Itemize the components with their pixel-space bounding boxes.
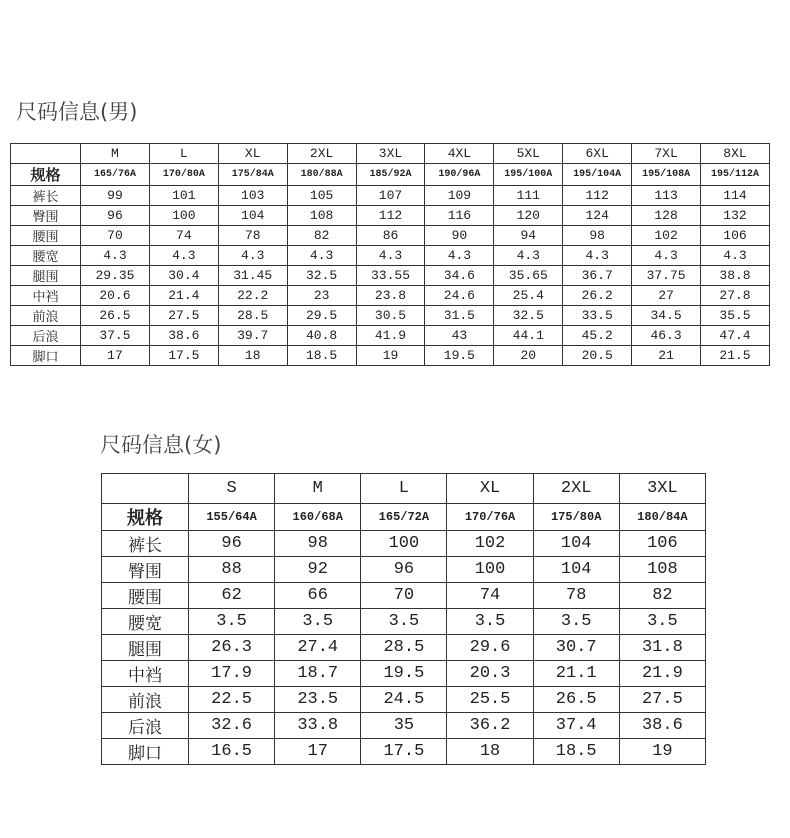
measurement-cell: 19.5 <box>361 661 447 687</box>
measurement-cell: 4.3 <box>494 246 563 266</box>
measurement-cell: 96 <box>189 531 275 557</box>
table-row <box>11 306 770 326</box>
size-header: 6XL <box>563 144 632 164</box>
table-row <box>102 687 706 713</box>
measurement-cell: 19.5 <box>425 346 494 366</box>
size-header: 2XL <box>533 474 619 504</box>
measurement-cell: 3.5 <box>275 609 361 635</box>
measurement-cell: 18.5 <box>533 739 619 765</box>
measurement-cell: 32.5 <box>287 266 356 286</box>
row-label: 前浪 <box>102 687 189 713</box>
measurement-cell: 20.6 <box>81 286 150 306</box>
size-header: 3XL <box>356 144 425 164</box>
measurement-cell: 17 <box>81 346 150 366</box>
measurement-cell: 96 <box>81 206 150 226</box>
measurement-cell: 39.7 <box>218 326 287 346</box>
measurement-cell: 35.5 <box>701 306 770 326</box>
size-header: XL <box>447 474 533 504</box>
size-header-row <box>11 144 770 164</box>
row-label: 中裆 <box>11 286 81 306</box>
measurement-cell: 82 <box>619 583 705 609</box>
measurement-cell: 23.8 <box>356 286 425 306</box>
measurement-cell: 92 <box>275 557 361 583</box>
measurement-cell: 37.4 <box>533 713 619 739</box>
measurement-cell: 18 <box>447 739 533 765</box>
size-header: 3XL <box>619 474 705 504</box>
measurement-cell: 4.3 <box>425 246 494 266</box>
measurement-cell: 37.75 <box>632 266 701 286</box>
men-size-title: 尺码信息(男) <box>16 100 138 124</box>
measurement-cell: 26.2 <box>563 286 632 306</box>
measurement-cell: 31.5 <box>425 306 494 326</box>
spec-value: 165/72A <box>361 504 447 531</box>
measurement-cell: 32.6 <box>189 713 275 739</box>
measurement-cell: 96 <box>361 557 447 583</box>
measurement-cell: 19 <box>619 739 705 765</box>
measurement-cell: 4.3 <box>563 246 632 266</box>
table-row <box>102 609 706 635</box>
table-row <box>11 286 770 306</box>
row-label: 臀围 <box>11 206 81 226</box>
table-row <box>102 583 706 609</box>
table-row <box>102 713 706 739</box>
spec-value: 170/80A <box>149 164 218 186</box>
table-row <box>11 206 770 226</box>
measurement-cell: 30.7 <box>533 635 619 661</box>
measurement-cell: 23 <box>287 286 356 306</box>
measurement-cell: 16.5 <box>189 739 275 765</box>
measurement-cell: 18 <box>218 346 287 366</box>
measurement-cell: 24.5 <box>361 687 447 713</box>
row-label: 脚口 <box>11 346 81 366</box>
measurement-cell: 36.2 <box>447 713 533 739</box>
row-label: 裤长 <box>102 531 189 557</box>
measurement-cell: 18.7 <box>275 661 361 687</box>
row-label: 腰围 <box>102 583 189 609</box>
table-row <box>102 557 706 583</box>
measurement-cell: 4.3 <box>149 246 218 266</box>
size-header: L <box>149 144 218 164</box>
measurement-cell: 22.2 <box>218 286 287 306</box>
measurement-cell: 99 <box>81 186 150 206</box>
measurement-cell: 27 <box>632 286 701 306</box>
spec-label: 规格 <box>11 164 81 186</box>
spec-value: 195/112A <box>701 164 770 186</box>
measurement-cell: 74 <box>447 583 533 609</box>
measurement-cell: 3.5 <box>619 609 705 635</box>
measurement-cell: 108 <box>619 557 705 583</box>
table-row <box>11 326 770 346</box>
measurement-cell: 104 <box>533 531 619 557</box>
measurement-cell: 102 <box>447 531 533 557</box>
measurement-cell: 17 <box>275 739 361 765</box>
measurement-cell: 101 <box>149 186 218 206</box>
measurement-cell: 35.65 <box>494 266 563 286</box>
measurement-cell: 30.5 <box>356 306 425 326</box>
size-header: 4XL <box>425 144 494 164</box>
measurement-cell: 4.3 <box>81 246 150 266</box>
size-header: 8XL <box>701 144 770 164</box>
measurement-cell: 20.3 <box>447 661 533 687</box>
measurement-cell: 104 <box>218 206 287 226</box>
measurement-cell: 112 <box>356 206 425 226</box>
measurement-cell: 26.5 <box>81 306 150 326</box>
measurement-cell: 29.6 <box>447 635 533 661</box>
table-row <box>11 246 770 266</box>
measurement-cell: 32.5 <box>494 306 563 326</box>
measurement-cell: 38.8 <box>701 266 770 286</box>
size-header: M <box>81 144 150 164</box>
measurement-cell: 98 <box>275 531 361 557</box>
measurement-cell: 70 <box>361 583 447 609</box>
measurement-cell: 21 <box>632 346 701 366</box>
measurement-cell: 19 <box>356 346 425 366</box>
spec-value: 175/84A <box>218 164 287 186</box>
measurement-cell: 27.4 <box>275 635 361 661</box>
measurement-cell: 102 <box>632 226 701 246</box>
measurement-cell: 3.5 <box>361 609 447 635</box>
measurement-cell: 108 <box>287 206 356 226</box>
size-header: M <box>275 474 361 504</box>
measurement-cell: 74 <box>149 226 218 246</box>
measurement-cell: 28.5 <box>218 306 287 326</box>
measurement-cell: 17.5 <box>149 346 218 366</box>
size-header: 5XL <box>494 144 563 164</box>
measurement-cell: 40.8 <box>287 326 356 346</box>
measurement-cell: 107 <box>356 186 425 206</box>
measurement-cell: 27.5 <box>619 687 705 713</box>
row-label: 中裆 <box>102 661 189 687</box>
measurement-cell: 62 <box>189 583 275 609</box>
row-label: 前浪 <box>11 306 81 326</box>
measurement-cell: 88 <box>189 557 275 583</box>
measurement-cell: 21.9 <box>619 661 705 687</box>
size-header: 2XL <box>287 144 356 164</box>
measurement-cell: 4.3 <box>218 246 287 266</box>
measurement-cell: 33.55 <box>356 266 425 286</box>
measurement-cell: 21.4 <box>149 286 218 306</box>
spec-value: 180/88A <box>287 164 356 186</box>
measurement-cell: 23.5 <box>275 687 361 713</box>
measurement-cell: 34.5 <box>632 306 701 326</box>
measurement-cell: 33.5 <box>563 306 632 326</box>
size-header: S <box>189 474 275 504</box>
row-label: 后浪 <box>11 326 81 346</box>
measurement-cell: 25.5 <box>447 687 533 713</box>
spec-value: 185/92A <box>356 164 425 186</box>
measurement-cell: 27.5 <box>149 306 218 326</box>
measurement-cell: 4.3 <box>701 246 770 266</box>
size-header-row <box>102 474 706 504</box>
measurement-cell: 106 <box>701 226 770 246</box>
men-size-table <box>10 143 770 366</box>
row-label: 脚口 <box>102 739 189 765</box>
measurement-cell: 120 <box>494 206 563 226</box>
measurement-cell: 109 <box>425 186 494 206</box>
measurement-cell: 66 <box>275 583 361 609</box>
women-size-title: 尺码信息(女) <box>100 433 222 457</box>
measurement-cell: 38.6 <box>149 326 218 346</box>
spec-row <box>102 504 706 531</box>
measurement-cell: 3.5 <box>447 609 533 635</box>
table-row <box>11 346 770 366</box>
measurement-cell: 105 <box>287 186 356 206</box>
measurement-cell: 35 <box>361 713 447 739</box>
measurement-cell: 20 <box>494 346 563 366</box>
measurement-cell: 70 <box>81 226 150 246</box>
size-header: XL <box>218 144 287 164</box>
measurement-cell: 112 <box>563 186 632 206</box>
measurement-cell: 33.8 <box>275 713 361 739</box>
measurement-cell: 132 <box>701 206 770 226</box>
spec-value: 165/76A <box>81 164 150 186</box>
spec-value: 170/76A <box>447 504 533 531</box>
row-label: 后浪 <box>102 713 189 739</box>
measurement-cell: 24.6 <box>425 286 494 306</box>
measurement-cell: 82 <box>287 226 356 246</box>
measurement-cell: 43 <box>425 326 494 346</box>
row-label: 裤长 <box>11 186 81 206</box>
measurement-cell: 4.3 <box>632 246 701 266</box>
empty-cell <box>102 474 189 504</box>
measurement-cell: 78 <box>218 226 287 246</box>
measurement-cell: 94 <box>494 226 563 246</box>
spec-value: 180/84A <box>619 504 705 531</box>
measurement-cell: 46.3 <box>632 326 701 346</box>
row-label: 腿围 <box>102 635 189 661</box>
measurement-cell: 3.5 <box>533 609 619 635</box>
row-label: 腰宽 <box>102 609 189 635</box>
measurement-cell: 4.3 <box>287 246 356 266</box>
measurement-cell: 113 <box>632 186 701 206</box>
row-label: 腿围 <box>11 266 81 286</box>
measurement-cell: 116 <box>425 206 494 226</box>
spec-label: 规格 <box>102 504 189 531</box>
measurement-cell: 4.3 <box>356 246 425 266</box>
spec-value: 195/108A <box>632 164 701 186</box>
measurement-cell: 128 <box>632 206 701 226</box>
table-row <box>11 226 770 246</box>
spec-row <box>11 164 770 186</box>
measurement-cell: 106 <box>619 531 705 557</box>
measurement-cell: 38.6 <box>619 713 705 739</box>
spec-value: 160/68A <box>275 504 361 531</box>
measurement-cell: 30.4 <box>149 266 218 286</box>
measurement-cell: 45.2 <box>563 326 632 346</box>
table-row <box>102 661 706 687</box>
measurement-cell: 37.5 <box>81 326 150 346</box>
measurement-cell: 114 <box>701 186 770 206</box>
measurement-cell: 20.5 <box>563 346 632 366</box>
measurement-cell: 78 <box>533 583 619 609</box>
measurement-cell: 21.5 <box>701 346 770 366</box>
measurement-cell: 31.45 <box>218 266 287 286</box>
table-row <box>102 531 706 557</box>
measurement-cell: 90 <box>425 226 494 246</box>
row-label: 臀围 <box>102 557 189 583</box>
measurement-cell: 100 <box>149 206 218 226</box>
measurement-cell: 29.35 <box>81 266 150 286</box>
measurement-cell: 100 <box>361 531 447 557</box>
measurement-cell: 31.8 <box>619 635 705 661</box>
measurement-cell: 21.1 <box>533 661 619 687</box>
row-label: 腰宽 <box>11 246 81 266</box>
row-label: 腰围 <box>11 226 81 246</box>
empty-cell <box>11 144 81 164</box>
spec-value: 195/104A <box>563 164 632 186</box>
measurement-cell: 124 <box>563 206 632 226</box>
measurement-cell: 100 <box>447 557 533 583</box>
measurement-cell: 47.4 <box>701 326 770 346</box>
measurement-cell: 104 <box>533 557 619 583</box>
table-row <box>102 635 706 661</box>
measurement-cell: 44.1 <box>494 326 563 346</box>
measurement-cell: 86 <box>356 226 425 246</box>
table-row <box>11 266 770 286</box>
size-header: L <box>361 474 447 504</box>
measurement-cell: 34.6 <box>425 266 494 286</box>
measurement-cell: 103 <box>218 186 287 206</box>
measurement-cell: 22.5 <box>189 687 275 713</box>
measurement-cell: 27.8 <box>701 286 770 306</box>
measurement-cell: 98 <box>563 226 632 246</box>
table-row <box>102 739 706 765</box>
measurement-cell: 29.5 <box>287 306 356 326</box>
measurement-cell: 18.5 <box>287 346 356 366</box>
table-row <box>11 186 770 206</box>
spec-value: 175/80A <box>533 504 619 531</box>
measurement-cell: 111 <box>494 186 563 206</box>
measurement-cell: 26.3 <box>189 635 275 661</box>
measurement-cell: 25.4 <box>494 286 563 306</box>
measurement-cell: 3.5 <box>189 609 275 635</box>
measurement-cell: 36.7 <box>563 266 632 286</box>
spec-value: 190/96A <box>425 164 494 186</box>
measurement-cell: 28.5 <box>361 635 447 661</box>
measurement-cell: 17.9 <box>189 661 275 687</box>
measurement-cell: 26.5 <box>533 687 619 713</box>
measurement-cell: 41.9 <box>356 326 425 346</box>
spec-value: 155/64A <box>189 504 275 531</box>
spec-value: 195/100A <box>494 164 563 186</box>
size-header: 7XL <box>632 144 701 164</box>
measurement-cell: 17.5 <box>361 739 447 765</box>
women-size-table <box>101 473 706 765</box>
